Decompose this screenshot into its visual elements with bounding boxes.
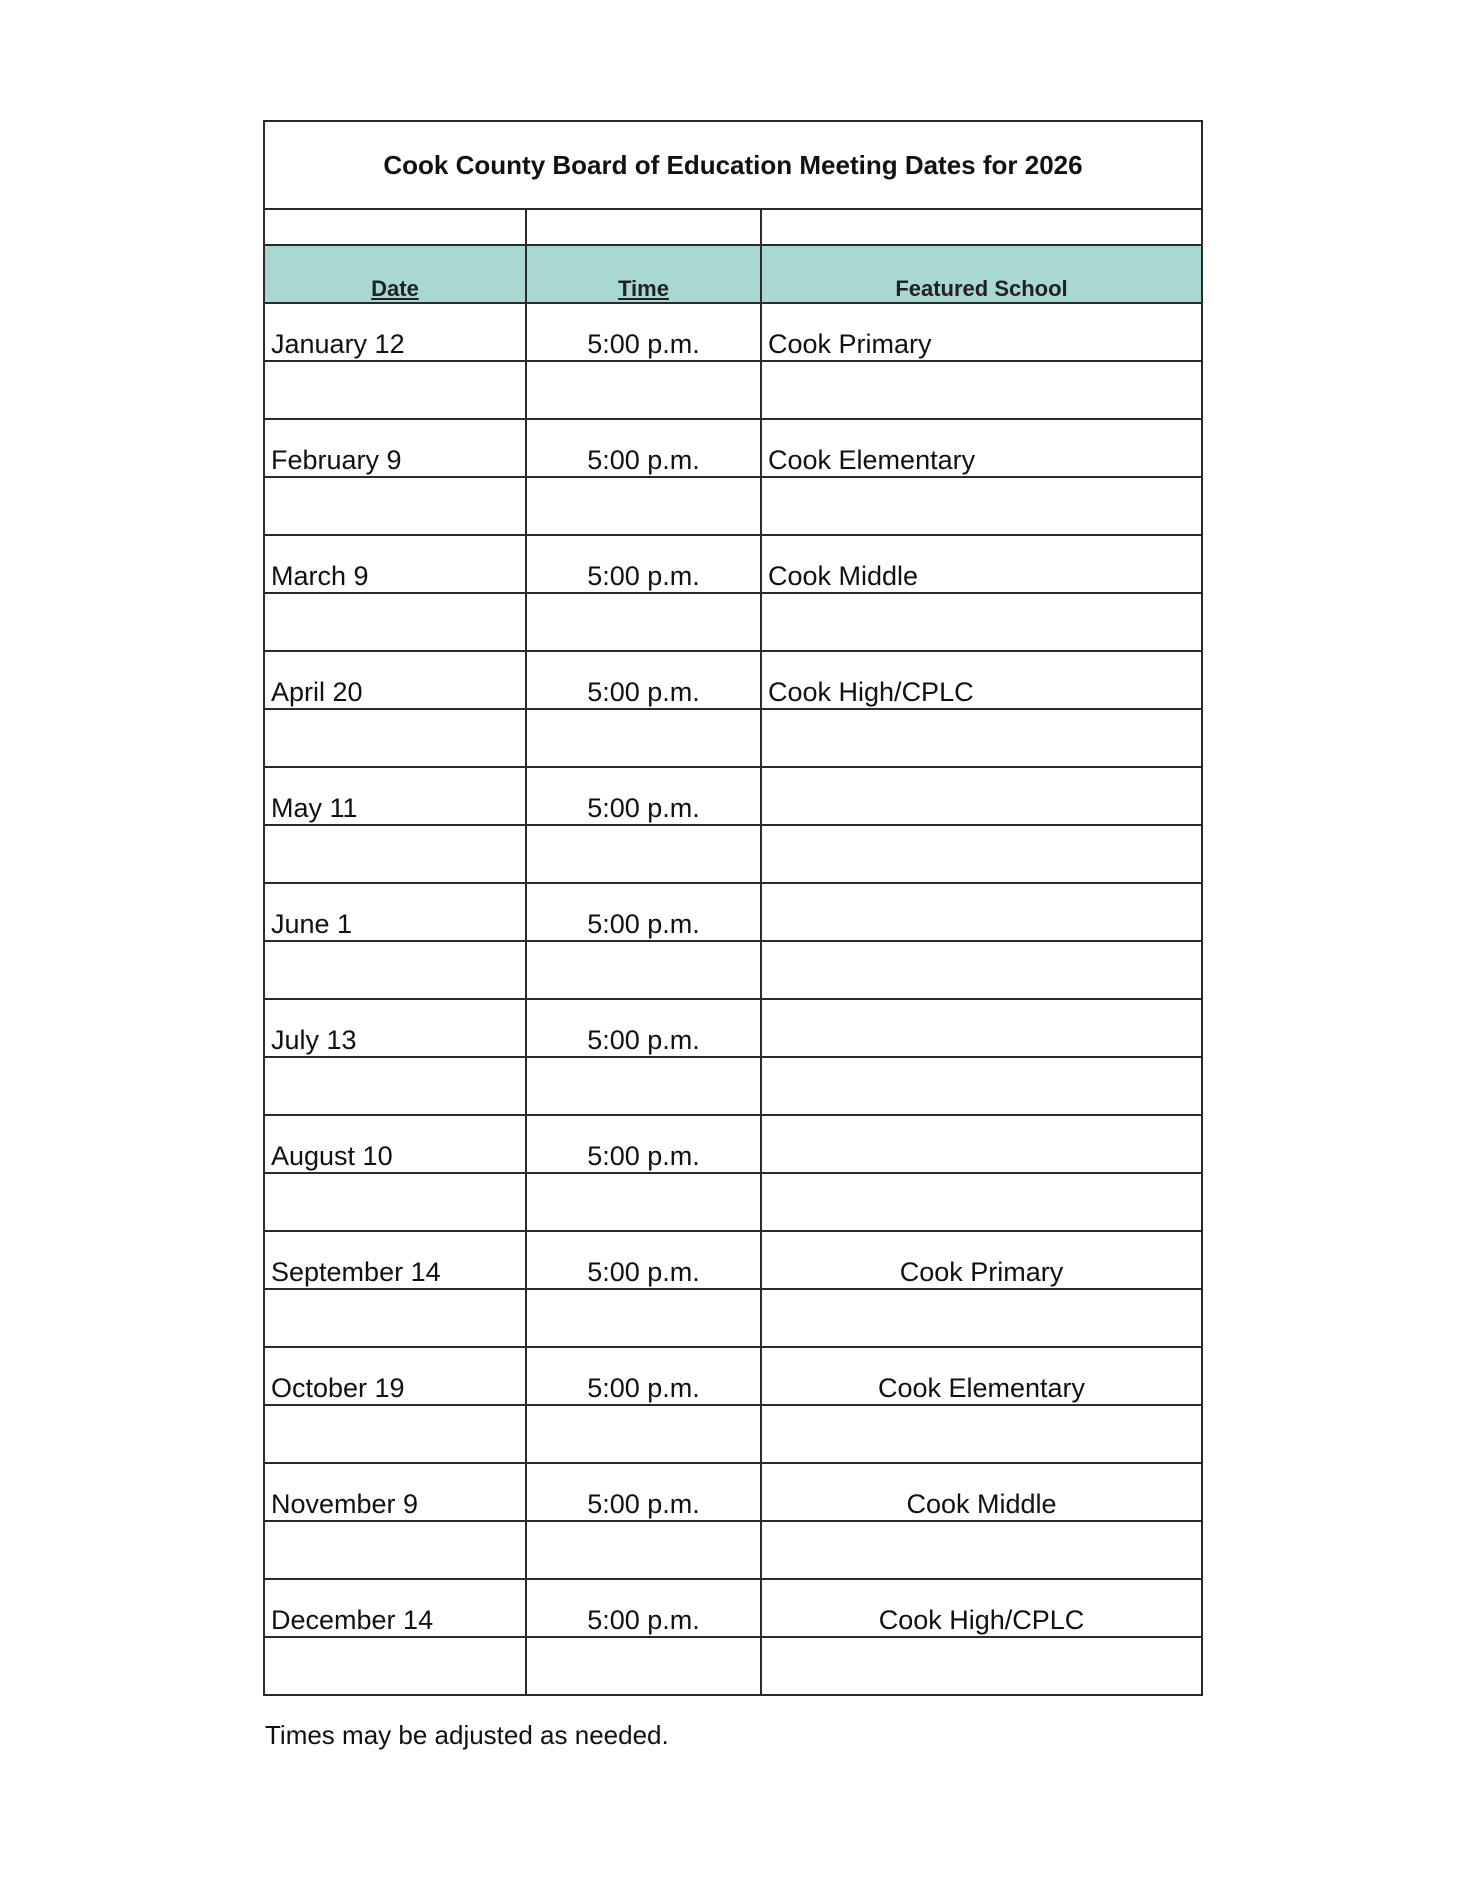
blank-row <box>264 1521 1202 1579</box>
blank-cell <box>761 477 1202 535</box>
meeting-time: 5:00 p.m. <box>526 419 761 477</box>
meeting-row <box>264 883 1202 941</box>
meeting-time: 5:00 p.m. <box>526 651 761 709</box>
blank-row <box>264 361 1202 419</box>
blank-row <box>264 1637 1202 1695</box>
blank-cell <box>264 709 526 767</box>
meeting-row <box>264 303 1202 361</box>
blank-cell <box>761 941 1202 999</box>
meeting-date: February 9 <box>264 419 526 477</box>
column-header-date <box>264 245 526 303</box>
blank-cell <box>264 593 526 651</box>
blank-row <box>264 709 1202 767</box>
blank-cell <box>526 1637 761 1695</box>
meeting-time: 5:00 p.m. <box>526 1579 761 1637</box>
meeting-row <box>264 999 1202 1057</box>
blank-row <box>264 477 1202 535</box>
meeting-date: January 12 <box>264 303 526 361</box>
meeting-date: May 11 <box>264 767 526 825</box>
meeting-row <box>264 419 1202 477</box>
blank-cell <box>526 1057 761 1115</box>
meeting-row <box>264 1231 1202 1289</box>
meeting-row <box>264 1579 1202 1637</box>
blank-cell <box>526 1173 761 1231</box>
meeting-time: 5:00 p.m. <box>526 1231 761 1289</box>
blank-cell <box>761 1521 1202 1579</box>
blank-cell <box>264 1405 526 1463</box>
blank-cell <box>526 1521 761 1579</box>
meeting-time: 5:00 p.m. <box>526 303 761 361</box>
meeting-row <box>264 651 1202 709</box>
blank-row <box>264 1057 1202 1115</box>
meeting-date: September 14 <box>264 1231 526 1289</box>
blank-row <box>264 1289 1202 1347</box>
blank-row <box>264 941 1202 999</box>
blank-cell <box>761 1173 1202 1231</box>
blank-cell <box>526 593 761 651</box>
blank-cell <box>526 709 761 767</box>
meeting-featured-school: Cook Elementary <box>761 419 1202 477</box>
meeting-date: October 19 <box>264 1347 526 1405</box>
blank-cell <box>761 1289 1202 1347</box>
meeting-time: 5:00 p.m. <box>526 999 761 1057</box>
blank-cell <box>264 1637 526 1695</box>
schedule-sheet <box>263 120 1201 1696</box>
spacer-cell <box>526 209 761 245</box>
meeting-row <box>264 1347 1202 1405</box>
meeting-featured-school <box>761 999 1202 1057</box>
meeting-featured-school: Cook Primary <box>761 1231 1202 1289</box>
blank-cell <box>526 825 761 883</box>
blank-cell <box>761 825 1202 883</box>
meeting-featured-school <box>761 767 1202 825</box>
meeting-date: March 9 <box>264 535 526 593</box>
column-header-row <box>264 245 1202 303</box>
meeting-row <box>264 767 1202 825</box>
meeting-time: 5:00 p.m. <box>526 1115 761 1173</box>
blank-cell <box>526 1289 761 1347</box>
meeting-row <box>264 1463 1202 1521</box>
blank-cell <box>264 477 526 535</box>
blank-cell <box>526 941 761 999</box>
meeting-featured-school: Cook Middle <box>761 1463 1202 1521</box>
blank-cell <box>264 941 526 999</box>
column-header-time <box>526 245 761 303</box>
blank-cell <box>526 1405 761 1463</box>
meeting-date: December 14 <box>264 1579 526 1637</box>
meeting-row <box>264 535 1202 593</box>
blank-row <box>264 1173 1202 1231</box>
spacer-cell <box>264 209 526 245</box>
spacer-cell <box>761 209 1202 245</box>
meeting-time: 5:00 p.m. <box>526 883 761 941</box>
spacer-row <box>264 209 1202 245</box>
meeting-featured-school: Cook Elementary <box>761 1347 1202 1405</box>
meeting-featured-school: Cook Primary <box>761 303 1202 361</box>
blank-cell <box>264 1521 526 1579</box>
meeting-time: 5:00 p.m. <box>526 767 761 825</box>
meeting-featured-school: Cook High/CPLC <box>761 651 1202 709</box>
blank-cell <box>761 1405 1202 1463</box>
meeting-time: 5:00 p.m. <box>526 535 761 593</box>
blank-cell <box>761 709 1202 767</box>
blank-cell <box>264 825 526 883</box>
meeting-time: 5:00 p.m. <box>526 1463 761 1521</box>
column-header-date-label: Date <box>371 276 419 301</box>
blank-row <box>264 593 1202 651</box>
blank-cell <box>264 1173 526 1231</box>
meeting-row <box>264 1115 1202 1173</box>
title-row <box>264 121 1202 209</box>
blank-cell <box>761 593 1202 651</box>
blank-row <box>264 825 1202 883</box>
blank-cell <box>761 361 1202 419</box>
meeting-featured-school <box>761 883 1202 941</box>
blank-cell <box>264 1057 526 1115</box>
blank-cell <box>526 361 761 419</box>
meeting-date: August 10 <box>264 1115 526 1173</box>
meeting-featured-school <box>761 1115 1202 1173</box>
meeting-date: November 9 <box>264 1463 526 1521</box>
footnote: Times may be adjusted as needed. <box>265 1720 669 1750</box>
blank-cell <box>264 361 526 419</box>
blank-cell <box>761 1637 1202 1695</box>
meeting-date: July 13 <box>264 999 526 1057</box>
blank-cell <box>264 1289 526 1347</box>
meeting-date: June 1 <box>264 883 526 941</box>
blank-cell <box>526 477 761 535</box>
meeting-date: April 20 <box>264 651 526 709</box>
document-title: Cook County Board of Education Meeting Dates for 2026 <box>264 121 1202 209</box>
meeting-schedule-table <box>263 120 1203 1696</box>
blank-row <box>264 1405 1202 1463</box>
column-header-time-label: Time <box>618 276 669 301</box>
meeting-featured-school: Cook High/CPLC <box>761 1579 1202 1637</box>
meeting-time: 5:00 p.m. <box>526 1347 761 1405</box>
meeting-featured-school: Cook Middle <box>761 535 1202 593</box>
column-header-school: Featured School <box>761 245 1202 303</box>
blank-cell <box>761 1057 1202 1115</box>
